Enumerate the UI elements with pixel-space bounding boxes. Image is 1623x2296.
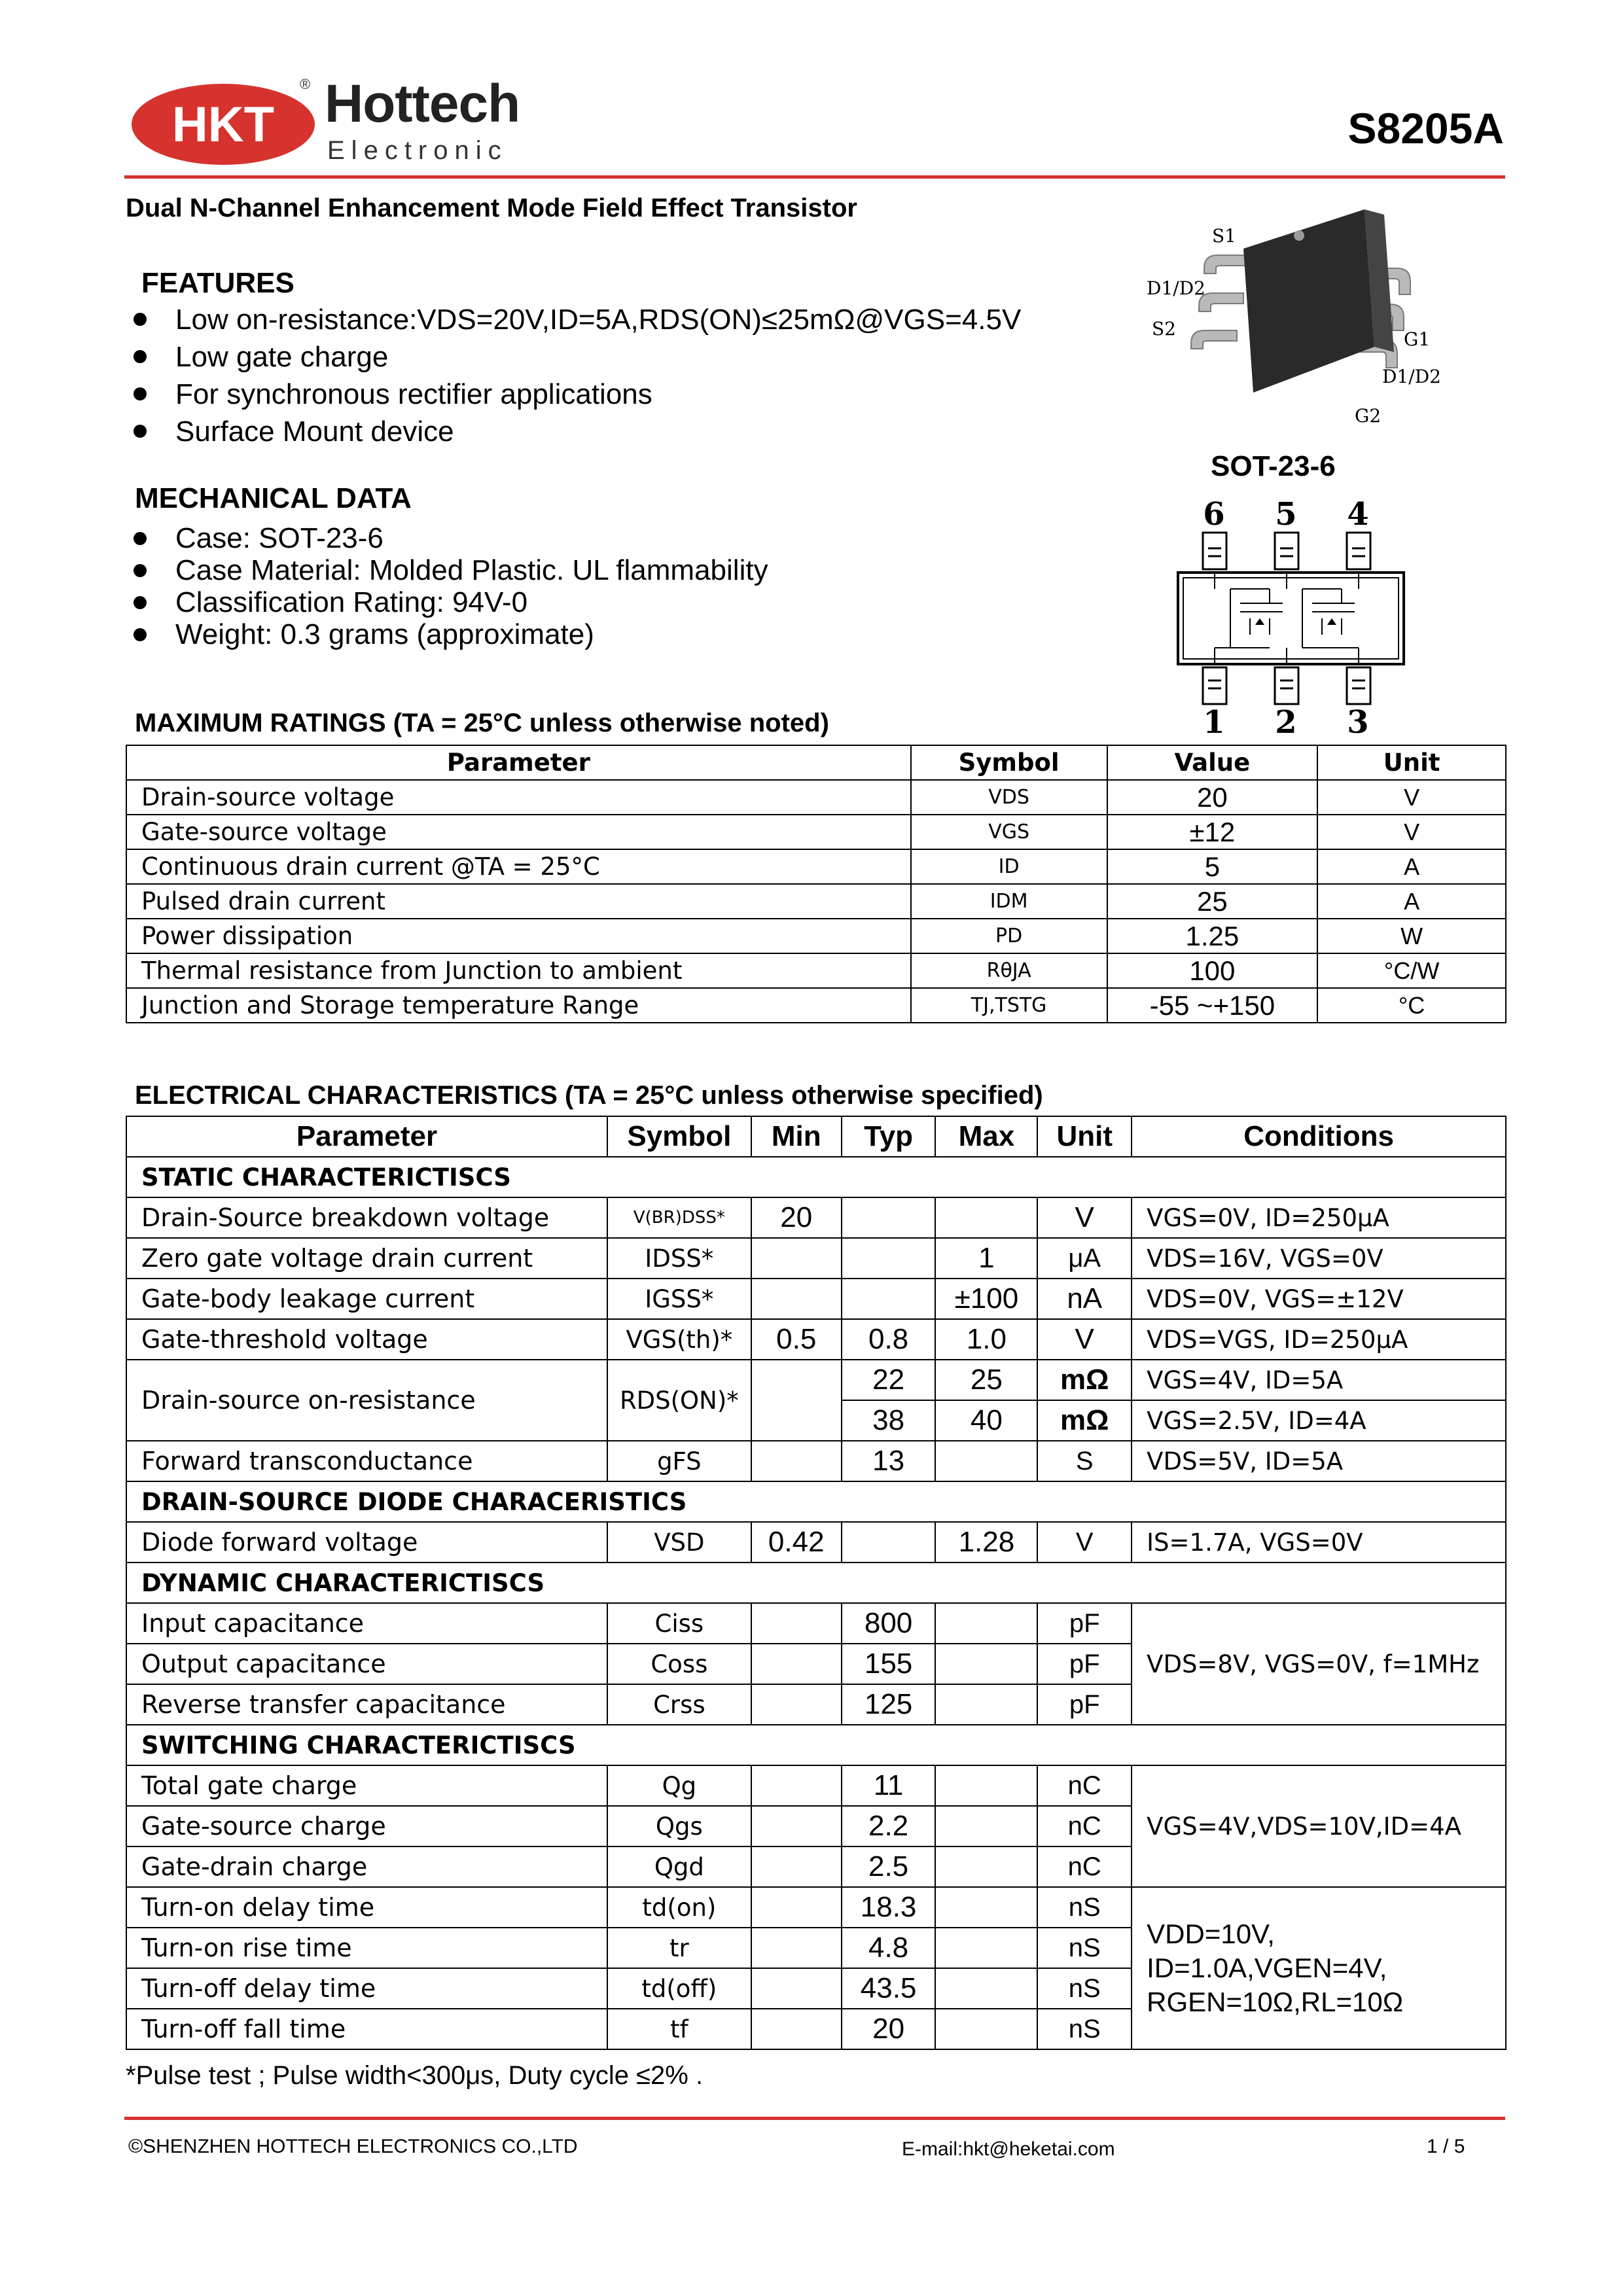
cell-max — [935, 1603, 1037, 1644]
cell-typ — [842, 1238, 936, 1279]
cell-typ — [842, 1197, 936, 1238]
cell-conditions: VGS=2.5V, ID=4A — [1132, 1400, 1506, 1441]
cell-typ: 2.2 — [842, 1806, 936, 1846]
cell-min — [751, 1603, 842, 1644]
cell-unit: nS — [1037, 1887, 1132, 1928]
col-header: Parameter — [126, 1116, 607, 1157]
company-logo — [128, 73, 521, 171]
cell-conditions: VDS=8V, VGS=0V, f=1MHz — [1132, 1603, 1506, 1725]
cell-unit: A — [1317, 849, 1506, 884]
cell-unit: V — [1317, 815, 1506, 849]
logo-badge — [128, 79, 318, 170]
category-dynamic: DYNAMIC CHARACTERICTISCS — [126, 1563, 1506, 1603]
footer-divider — [124, 2117, 1505, 2120]
cell-max: ±100 — [935, 1279, 1037, 1319]
footer-email: E-mail:hkt@heketai.com — [902, 2138, 1115, 2160]
category-switching: SWITCHING CHARACTERICTISCS — [126, 1725, 1506, 1765]
condition-line: RGEN=10Ω,RL=10Ω — [1147, 1987, 1404, 2017]
mechanical-item — [128, 554, 1110, 586]
condition-line: ID=1.0A,VGEN=4V, — [1147, 1952, 1387, 1983]
table-row — [126, 1522, 1506, 1563]
cell-typ: 20 — [842, 2009, 936, 2049]
cell-max — [935, 1441, 1037, 1481]
cell-parameter: Forward transconductance — [126, 1441, 607, 1481]
pinout-diagram — [1171, 491, 1420, 739]
pulse-test-note: *Pulse test ; Pulse width<300μs, Duty cycle ≤2% . — [126, 2061, 704, 2090]
cell-typ: 11 — [842, 1765, 936, 1806]
mechanical-list — [128, 522, 1110, 650]
pin-number-2: 2 — [1275, 704, 1297, 739]
col-header: Conditions — [1132, 1116, 1506, 1157]
table-row — [126, 815, 1506, 849]
electrical-table — [126, 1116, 1507, 2050]
cell-conditions: VGS=0V, ID=250μA — [1132, 1197, 1506, 1238]
cell-unit: μA — [1037, 1238, 1132, 1279]
cell-typ: 4.8 — [842, 1928, 936, 1968]
table-header-row — [126, 745, 1506, 780]
mechanical-item — [128, 618, 1110, 650]
cell-unit: S — [1037, 1441, 1132, 1481]
category-static: STATIC CHARACTERICTISCS — [126, 1157, 1506, 1197]
cell-typ: 43.5 — [842, 1968, 936, 2009]
cell-min — [751, 1846, 842, 1887]
pin-number-5: 5 — [1275, 496, 1297, 533]
cell-conditions — [1132, 1887, 1506, 2049]
category-row — [126, 1481, 1506, 1522]
table-row — [126, 953, 1506, 988]
max-ratings-title: MAXIMUM RATINGS (TA = 25°C unless otherwise noted) — [135, 709, 829, 737]
pin-number-4: 4 — [1347, 496, 1369, 533]
cell-parameter: Junction and Storage temperature Range — [126, 988, 911, 1023]
footer-page-number: 1 / 5 — [1427, 2136, 1465, 2157]
table-row — [126, 1197, 1506, 1238]
cell-symbol: VGS — [911, 815, 1107, 849]
mechanical-item — [128, 586, 1110, 618]
cell-max — [935, 1968, 1037, 2009]
package-name: SOT-23-6 — [1211, 450, 1336, 482]
cell-symbol: RθJA — [911, 953, 1107, 988]
cell-typ: 155 — [842, 1644, 936, 1684]
cell-value: -55 ~+150 — [1107, 988, 1318, 1023]
cell-parameter: Gate-source charge — [126, 1806, 607, 1846]
cell-conditions: VDS=0V, VGS=±12V — [1132, 1279, 1506, 1319]
pin-number-6: 6 — [1203, 496, 1225, 533]
cell-typ: 125 — [842, 1684, 936, 1725]
cell-min — [751, 1887, 842, 1928]
col-header: Parameter — [126, 745, 911, 780]
cell-min — [751, 1238, 842, 1279]
cell-min — [751, 1928, 842, 1968]
cell-unit: nC — [1037, 1765, 1132, 1806]
feature-item — [128, 301, 1110, 338]
cell-parameter: Diode forward voltage — [126, 1522, 607, 1563]
col-header: Unit — [1037, 1116, 1132, 1157]
cell-parameter: Output capacitance — [126, 1644, 607, 1684]
cell-parameter: Turn-off fall time — [126, 2009, 607, 2049]
cell-max — [935, 1197, 1037, 1238]
max-ratings-table — [126, 745, 1507, 1023]
cell-min: 0.42 — [751, 1522, 842, 1563]
cell-symbol: Crss — [607, 1684, 751, 1725]
cell-symbol: Ciss — [607, 1603, 751, 1644]
sot23-6-package-icon — [1139, 196, 1479, 445]
cell-symbol: tf — [607, 2009, 751, 2049]
table-row — [126, 1603, 1506, 1644]
cell-unit: °C/W — [1317, 953, 1506, 988]
cell-parameter: Input capacitance — [126, 1603, 607, 1644]
table-row — [126, 849, 1506, 884]
col-header: Max — [935, 1116, 1037, 1157]
cell-symbol: tr — [607, 1928, 751, 1968]
category-row — [126, 1725, 1506, 1765]
cell-max — [935, 2009, 1037, 2049]
cell-unit: pF — [1037, 1684, 1132, 1725]
table-row — [126, 884, 1506, 919]
table-row — [126, 780, 1506, 815]
cell-min — [751, 1968, 842, 2009]
cell-symbol: PD — [911, 919, 1107, 953]
cell-value: 20 — [1107, 780, 1318, 815]
pin-label-d1d2-right: D1/D2 — [1382, 366, 1441, 387]
cell-parameter: Pulsed drain current — [126, 884, 911, 919]
pin-label-g1: G1 — [1404, 328, 1431, 350]
cell-min — [751, 1806, 842, 1846]
cell-symbol: IGSS* — [607, 1279, 751, 1319]
category-row — [126, 1563, 1506, 1603]
col-header: Symbol — [607, 1116, 751, 1157]
pin-label-d1d2-left: D1/D2 — [1147, 277, 1205, 299]
cell-unit: nC — [1037, 1806, 1132, 1846]
cell-unit: V — [1037, 1522, 1132, 1563]
cell-parameter: Power dissipation — [126, 919, 911, 953]
cell-symbol: V(BR)DSS* — [607, 1197, 751, 1238]
cell-max: 1 — [935, 1238, 1037, 1279]
table-row — [126, 1319, 1506, 1360]
feature-item-text: Surface Mount device — [175, 415, 454, 448]
footer-company: ©SHENZHEN HOTTECH ELECTRONICS CO.,LTD — [128, 2136, 578, 2157]
cell-max — [935, 1765, 1037, 1806]
cell-typ: 2.5 — [842, 1846, 936, 1887]
pin-number-1: 1 — [1203, 704, 1225, 739]
mechanical-item-text: Case Material: Molded Plastic. UL flammability — [175, 554, 768, 586]
cell-unit: V — [1037, 1319, 1132, 1360]
cell-typ: 38 — [842, 1400, 936, 1441]
cell-value: 25 — [1107, 884, 1318, 919]
mechanical-item — [128, 522, 1110, 554]
pin-number-3: 3 — [1347, 704, 1369, 739]
cell-parameter: Turn-off delay time — [126, 1968, 607, 2009]
col-header: Symbol — [911, 745, 1107, 780]
cell-value: ±12 — [1107, 815, 1318, 849]
table-row — [126, 1887, 1506, 1928]
cell-min — [751, 1360, 842, 1441]
cell-unit: nC — [1037, 1846, 1132, 1887]
cell-symbol: ID — [911, 849, 1107, 884]
cell-min — [751, 1765, 842, 1806]
cell-unit: nS — [1037, 1968, 1132, 2009]
cell-unit: pF — [1037, 1644, 1132, 1684]
cell-unit: V — [1317, 780, 1506, 815]
pin-label-s1: S1 — [1212, 225, 1236, 247]
table-row — [126, 1279, 1506, 1319]
page-title: Dual N-Channel Enhancement Mode Field Effect Transistor — [126, 194, 857, 222]
part-number: S8205A — [1347, 104, 1504, 152]
cell-value: 100 — [1107, 953, 1318, 988]
cell-max: 1.28 — [935, 1522, 1037, 1563]
table-row — [126, 919, 1506, 953]
category-row — [126, 1157, 1506, 1197]
cell-unit: °C — [1317, 988, 1506, 1023]
mechanical-item-text: Weight: 0.3 grams (approximate) — [175, 618, 594, 650]
cell-value: 1.25 — [1107, 919, 1318, 953]
table-row — [126, 988, 1506, 1023]
cell-parameter: Turn-on delay time — [126, 1887, 607, 1928]
package-illustration — [1139, 196, 1479, 445]
cell-parameter: Turn-on rise time — [126, 1928, 607, 1968]
cell-max: 1.0 — [935, 1319, 1037, 1360]
cell-parameter: Drain-source voltage — [126, 780, 911, 815]
col-header: Value — [1107, 745, 1318, 780]
col-header: Typ — [842, 1116, 936, 1157]
cell-parameter: Gate-body leakage current — [126, 1279, 607, 1319]
feature-item — [128, 413, 1110, 450]
cell-value: 5 — [1107, 849, 1318, 884]
mechanical-item-text: Case: SOT-23-6 — [175, 522, 383, 554]
cell-symbol: Qgs — [607, 1806, 751, 1846]
features-list — [128, 301, 1110, 450]
table-row — [126, 1360, 1506, 1400]
cell-unit: nA — [1037, 1279, 1132, 1319]
mechanical-heading: MECHANICAL DATA — [135, 482, 412, 514]
logo-badge-text: HKT — [171, 97, 275, 152]
cell-parameter: Continuous drain current @TA = 25°C — [126, 849, 911, 884]
feature-item-text: For synchronous rectifier applications — [175, 378, 652, 410]
cell-min: 0.5 — [751, 1319, 842, 1360]
cell-symbol: Qgd — [607, 1846, 751, 1887]
cell-typ — [842, 1522, 936, 1563]
cell-min — [751, 1684, 842, 1725]
cell-symbol: VGS(th)* — [607, 1319, 751, 1360]
cell-conditions: VGS=4V,VDS=10V,ID=4A — [1132, 1765, 1506, 1887]
cell-max — [935, 1806, 1037, 1846]
cell-parameter: Drain-source on-resistance — [126, 1360, 607, 1441]
cell-symbol: RDS(ON)* — [607, 1360, 751, 1441]
cell-unit: mΩ — [1037, 1360, 1132, 1400]
col-header: Unit — [1317, 745, 1506, 780]
table-row — [126, 1238, 1506, 1279]
cell-typ: 800 — [842, 1603, 936, 1644]
cell-parameter: Reverse transfer capacitance — [126, 1684, 607, 1725]
logo-name: Hottech — [325, 74, 520, 133]
table-header-row — [126, 1116, 1506, 1157]
cell-symbol: IDM — [911, 884, 1107, 919]
condition-line: VDD=10V, — [1147, 1918, 1275, 1949]
cell-typ — [842, 1279, 936, 1319]
electrical-title: ELECTRICAL CHARACTERISTICS (TA = 25°C unless otherwise specified) — [135, 1081, 1043, 1110]
cell-max — [935, 1928, 1037, 1968]
cell-parameter: Zero gate voltage drain current — [126, 1238, 607, 1279]
cell-parameter: Gate-source voltage — [126, 815, 911, 849]
cell-conditions: VDS=5V, ID=5A — [1132, 1441, 1506, 1481]
cell-symbol: IDSS* — [607, 1238, 751, 1279]
feature-item — [128, 376, 1110, 413]
cell-max — [935, 1644, 1037, 1684]
cell-conditions: VDS=16V, VGS=0V — [1132, 1238, 1506, 1279]
pin-label-g2: G2 — [1355, 405, 1382, 427]
col-header: Min — [751, 1116, 842, 1157]
cell-symbol: td(off) — [607, 1968, 751, 2009]
cell-symbol: Coss — [607, 1644, 751, 1684]
cell-parameter: Thermal resistance from Junction to ambient — [126, 953, 911, 988]
cell-conditions: VGS=4V, ID=5A — [1132, 1360, 1506, 1400]
cell-parameter: Drain-Source breakdown voltage — [126, 1197, 607, 1238]
header-divider — [124, 175, 1505, 179]
cell-symbol: VDS — [911, 780, 1107, 815]
cell-symbol: Qg — [607, 1765, 751, 1806]
cell-typ: 13 — [842, 1441, 936, 1481]
category-diode: DRAIN-SOURCE DIODE CHARACERISTICS — [126, 1481, 1506, 1522]
cell-symbol: TJ,TSTG — [911, 988, 1107, 1023]
cell-parameter: Total gate charge — [126, 1765, 607, 1806]
cell-unit: V — [1037, 1197, 1132, 1238]
cell-max — [935, 1684, 1037, 1725]
cell-unit: W — [1317, 919, 1506, 953]
cell-parameter: Gate-threshold voltage — [126, 1319, 607, 1360]
mechanical-item-text: Classification Rating: 94V-0 — [175, 586, 528, 618]
feature-item-text: Low gate charge — [175, 341, 389, 373]
features-heading: FEATURES — [141, 267, 294, 299]
cell-max: 40 — [935, 1400, 1037, 1441]
cell-max — [935, 1887, 1037, 1928]
cell-min — [751, 1279, 842, 1319]
cell-unit: nS — [1037, 2009, 1132, 2049]
cell-max — [935, 1846, 1037, 1887]
logo-subname: Electronic — [327, 136, 508, 165]
cell-unit: A — [1317, 884, 1506, 919]
feature-item — [128, 338, 1110, 376]
cell-symbol: gFS — [607, 1441, 751, 1481]
cell-symbol: td(on) — [607, 1887, 751, 1928]
table-row — [126, 1765, 1506, 1806]
cell-conditions: VDS=VGS, ID=250μA — [1132, 1319, 1506, 1360]
cell-typ: 18.3 — [842, 1887, 936, 1928]
cell-max: 25 — [935, 1360, 1037, 1400]
cell-typ: 22 — [842, 1360, 936, 1400]
cell-unit: nS — [1037, 1928, 1132, 1968]
cell-min: 20 — [751, 1197, 842, 1238]
cell-symbol: VSD — [607, 1522, 751, 1563]
cell-min — [751, 1441, 842, 1481]
cell-unit: mΩ — [1037, 1400, 1132, 1441]
feature-item-text: Low on-resistance:VDS=20V,ID=5A,RDS(ON)≤25mΩ@VGS=4.5V — [175, 304, 1022, 336]
cell-min — [751, 1644, 842, 1684]
cell-unit: pF — [1037, 1603, 1132, 1644]
cell-parameter: Gate-drain charge — [126, 1846, 607, 1887]
cell-conditions: IS=1.7A, VGS=0V — [1132, 1522, 1506, 1563]
cell-typ: 0.8 — [842, 1319, 936, 1360]
logo-registered-mark: ® — [300, 76, 311, 92]
cell-min — [751, 2009, 842, 2049]
table-row — [126, 1441, 1506, 1481]
pin-label-s2: S2 — [1152, 318, 1176, 340]
